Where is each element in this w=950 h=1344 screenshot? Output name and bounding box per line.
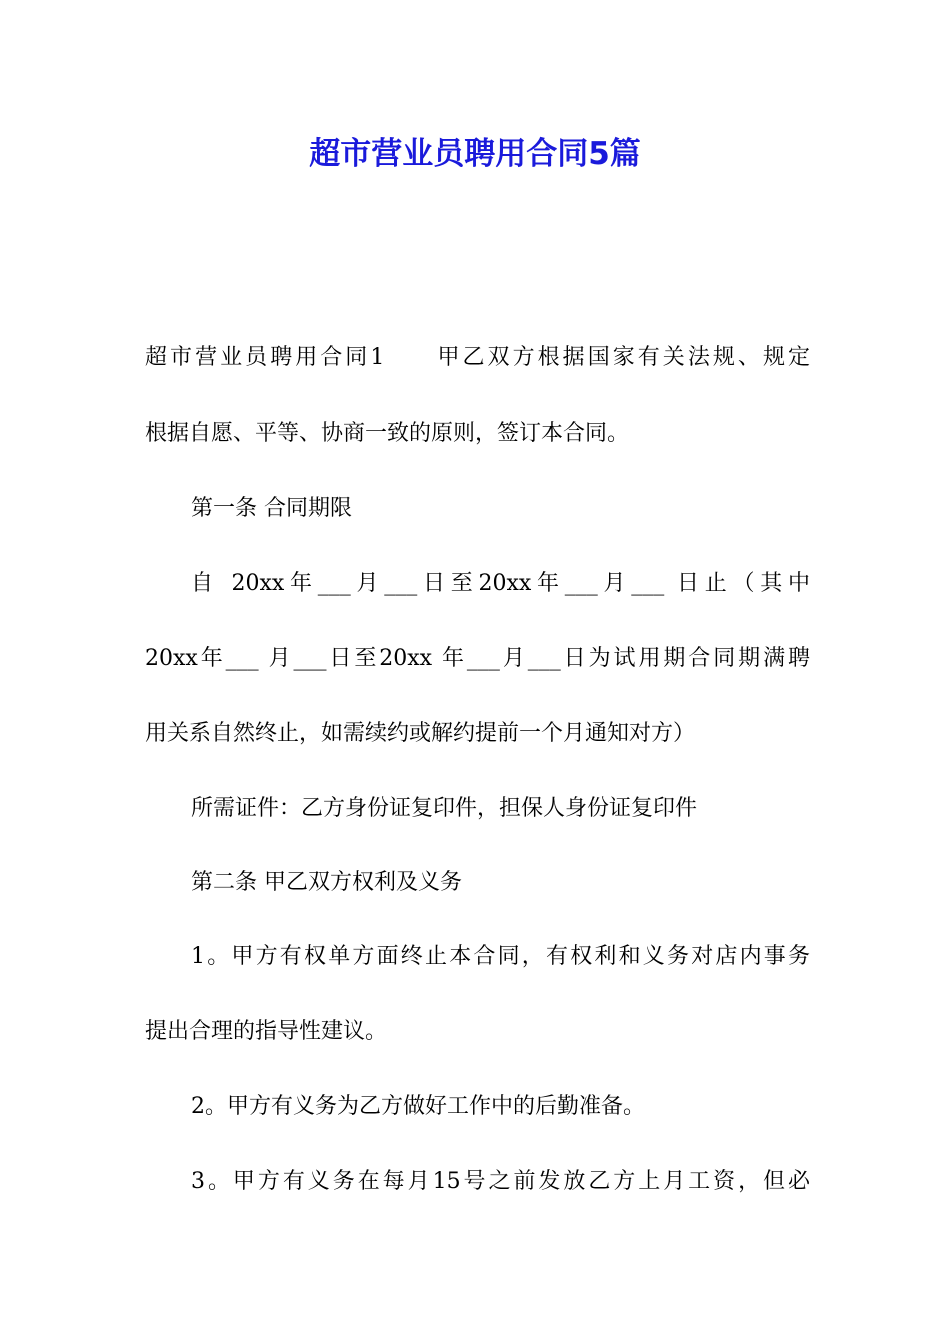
paragraph-line-10: 提出合理的指导性建议。 — [145, 1019, 388, 1044]
paragraph-line-12: 3。甲方有义务在每月15号之前发放乙方上月工资，但必 — [191, 1169, 810, 1194]
paragraph-line-11: 2。甲方有义务为乙方做好工作中的后勤准备。 — [191, 1094, 645, 1119]
paragraph-line-4: 自 20xx年___月___日至20xx年___月___ 日止（其中 — [191, 571, 810, 596]
document-title: 超市营业员聘用合同5篇 — [309, 136, 641, 172]
paragraph-line-7: 所需证件：乙方身份证复印件，担保人身份证复印件 — [191, 796, 698, 821]
paragraph-line-5: 20xx年___ 月___日至20xx 年___月___日为试用期合同期满聘 — [145, 646, 810, 671]
section-heading-1: 第一条 合同期限 — [191, 496, 352, 521]
paragraph-line-1: 超市营业员聘用合同1 甲乙双方根据国家有关法规、规定 — [145, 345, 810, 370]
section-heading-2: 第二条 甲乙双方权利及义务 — [191, 870, 462, 895]
paragraph-line-6: 用关系自然终止，如需续约或解约提前一个月通知对方） — [145, 721, 696, 746]
paragraph-line-2: 根据自愿、平等、协商一致的原则，签订本合同。 — [145, 421, 630, 446]
paragraph-line-9: 1。甲方有权单方面终止本合同，有权利和义务对店内事务 — [191, 944, 810, 969]
